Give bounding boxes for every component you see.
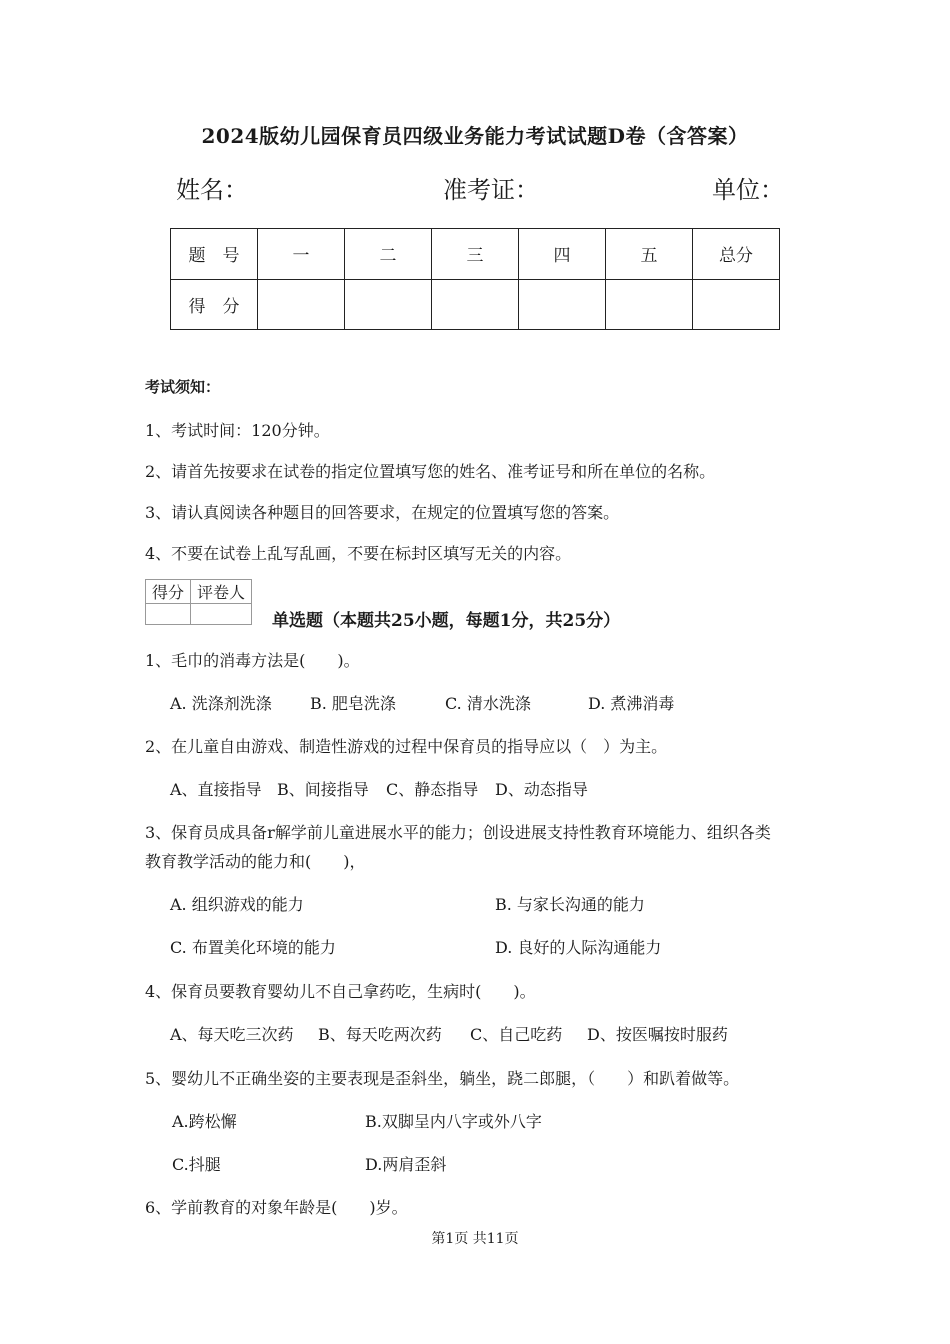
score-cell (519, 279, 606, 330)
page-footer: 第1页 共11页 (431, 1231, 519, 1247)
option: A、直接指导 (170, 780, 262, 799)
score-table-score-row (171, 279, 780, 330)
question-4: 4、保育员要教育婴幼儿不自己拿药吃，生病时( )。 (145, 982, 536, 1001)
option: B、间接指导 (277, 780, 369, 799)
option: C. 清水洗涤 (445, 694, 531, 713)
score-cell (606, 279, 693, 330)
section-title: 单选题（本题共25小题，每题1分，共25分） (272, 611, 621, 631)
question-1: 1、毛巾的消毒方法是( )。 (145, 651, 360, 670)
score-table-header-row (171, 229, 780, 280)
score-cell (345, 279, 432, 330)
option: B、每天吃两次药 (318, 1025, 442, 1044)
question-3-line-2: 教育教学活动的能力和( )， (145, 852, 366, 871)
option: A. 组织游戏的能力 (170, 895, 304, 914)
grader-score-cell (146, 604, 191, 625)
option: D.两肩歪斜 (365, 1155, 447, 1174)
unit-label: 单位： (712, 176, 784, 204)
score-cell (432, 279, 519, 330)
option: C、静态指导 (386, 780, 479, 799)
score-header-cell: 题 号 (171, 229, 258, 280)
grader-name-cell (191, 604, 252, 625)
name-label: 姓名： (176, 176, 248, 204)
option: D、按医嘱按时服药 (587, 1025, 728, 1044)
option: A. 洗涤剂洗涤 (170, 694, 272, 713)
question-3-line-1: 3、保育员成具备r解学前儿童进展水平的能力；创设进展支持性教育环境能力、组织各类 (145, 823, 771, 842)
option: D、动态指导 (495, 780, 588, 799)
option: C.抖腿 (172, 1155, 221, 1174)
score-header-cell: 二 (345, 229, 432, 280)
option: A.跨松懈 (172, 1112, 237, 1131)
option: D. 良好的人际沟通能力 (495, 938, 662, 957)
score-cell (693, 279, 780, 330)
option: A、每天吃三次药 (170, 1025, 294, 1044)
grader-score-label: 得分 (146, 580, 191, 604)
score-header-cell: 四 (519, 229, 606, 280)
notice-heading: 考试须知： (145, 378, 221, 396)
score-row-label: 得 分 (171, 279, 258, 330)
score-cell (258, 279, 345, 330)
option: D. 煮沸消毒 (588, 694, 675, 713)
question-5: 5、婴幼儿不正确坐姿的主要表现是歪斜坐，躺坐，跷二郎腿，（ ）和趴着做等。 (145, 1069, 740, 1088)
option: B.双脚呈内八字或外八字 (365, 1112, 542, 1131)
grader-box (145, 579, 252, 625)
question-2: 2、在儿童自由游戏、制造性游戏的过程中保育员的指导应以（ ）为主。 (145, 737, 668, 756)
page-title: 2024版幼儿园保育员四级业务能力考试试题D卷（含答案） (201, 124, 749, 148)
score-header-cell: 总分 (693, 229, 780, 280)
option: B. 肥皂洗涤 (310, 694, 396, 713)
option: C、自己吃药 (470, 1025, 563, 1044)
exam-id-label: 准考证： (443, 176, 539, 204)
score-header-cell: 一 (258, 229, 345, 280)
notice-item: 1、考试时间：120分钟。 (145, 421, 330, 440)
question-6: 6、学前教育的对象年龄是( )岁。 (145, 1198, 408, 1217)
notice-item: 3、请认真阅读各种题目的回答要求，在规定的位置填写您的答案。 (145, 503, 620, 522)
grader-label: 评卷人 (191, 580, 252, 604)
score-header-cell: 五 (606, 229, 693, 280)
option: C. 布置美化环境的能力 (170, 938, 336, 957)
score-header-cell: 三 (432, 229, 519, 280)
notice-item: 2、请首先按要求在试卷的指定位置填写您的姓名、准考证号和所在单位的名称。 (145, 462, 716, 481)
option: B. 与家长沟通的能力 (495, 895, 645, 914)
notice-item: 4、不要在试卷上乱写乱画，不要在标封区填写无关的内容。 (145, 544, 572, 563)
score-table (170, 228, 780, 330)
